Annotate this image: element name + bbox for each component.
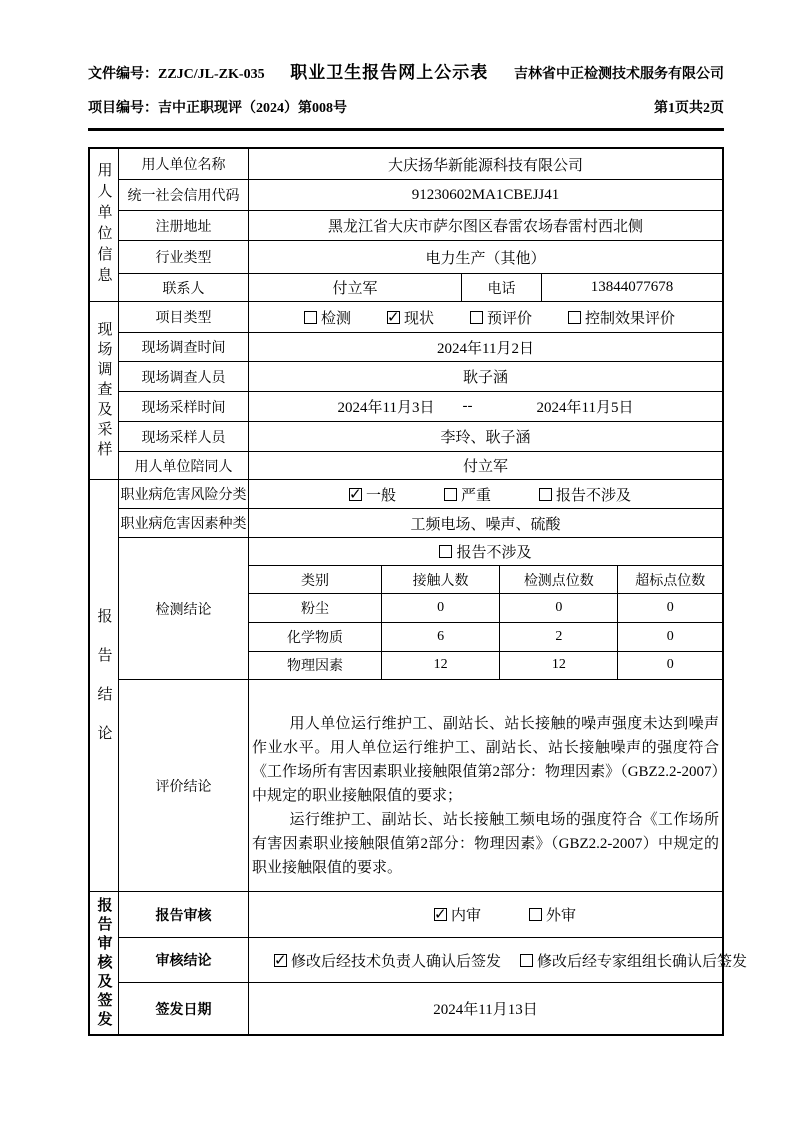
checkbox-icon bbox=[520, 954, 533, 967]
field-value: 李玲、耿子涵 bbox=[440, 430, 531, 446]
checkbox-option bbox=[520, 950, 747, 971]
checkbox-label: 现状 bbox=[404, 310, 435, 327]
section-review-issuance bbox=[90, 891, 748, 1034]
checkbox-label: 修改后经专家组组长确认后签发 bbox=[537, 953, 748, 970]
detection-table-header-row bbox=[249, 566, 722, 594]
checkbox-icon bbox=[304, 311, 317, 324]
detection-table bbox=[249, 566, 722, 679]
checkbox-label: 一般 bbox=[366, 487, 397, 504]
field-label: 检测结论 bbox=[119, 538, 249, 679]
field-label: 现场调查人员 bbox=[119, 362, 249, 391]
field-label: 联系人 bbox=[119, 274, 249, 301]
cell-exposed: 6 bbox=[381, 622, 499, 651]
checkbox-option bbox=[387, 307, 434, 328]
section-label-conclusion: 报告结论 bbox=[90, 480, 119, 891]
field-label: 用人单位陪同人 bbox=[119, 452, 249, 479]
date-range-separator: -- bbox=[462, 398, 473, 414]
cell-exposed: 0 bbox=[381, 594, 499, 623]
field-label: 职业病危害风险分类 bbox=[119, 480, 249, 508]
evaluation-text bbox=[249, 680, 722, 891]
row-employer-name bbox=[119, 149, 722, 179]
row-survey-staff bbox=[119, 361, 722, 391]
field-value: 91230602MA1CBEJJ41 bbox=[411, 186, 560, 203]
field-label: 报告审核 bbox=[119, 892, 249, 937]
cell-exceed: 0 bbox=[618, 622, 722, 651]
checkbox-label: 外审 bbox=[546, 908, 577, 924]
row-contact bbox=[119, 273, 722, 301]
sampling-end-date: 2024年11月5日 bbox=[536, 400, 634, 416]
checkbox-option bbox=[434, 904, 481, 925]
checkbox-option bbox=[470, 307, 532, 328]
page-indicator: 第1页共2页 bbox=[654, 101, 724, 116]
checkbox-icon bbox=[470, 311, 483, 324]
checkbox-option bbox=[274, 950, 501, 971]
section-employer-info bbox=[90, 149, 722, 301]
checkbox-label: 报告不涉及 bbox=[556, 487, 632, 504]
cell-points: 12 bbox=[500, 651, 618, 679]
field-label: 注册地址 bbox=[119, 211, 249, 240]
cell-category: 粉尘 bbox=[249, 594, 381, 623]
row-hazard-types bbox=[119, 508, 722, 537]
organization-name: 吉林省中正检测技术服务有限公司 bbox=[513, 67, 724, 82]
field-label: 用人单位名称 bbox=[119, 149, 249, 179]
row-detection-conclusion bbox=[119, 537, 722, 679]
checkbox-option bbox=[444, 484, 491, 505]
checkbox-icon bbox=[274, 954, 287, 967]
field-label: 审核结论 bbox=[119, 938, 249, 982]
row-sampling-staff bbox=[119, 421, 722, 451]
checkbox-label: 报告不涉及 bbox=[456, 545, 532, 561]
evaluation-paragraph: 用人单位运行维护工、副站长、站长接触的噪声强度未达到噪声作业水平。用人单位运行维护工、副站长、站长接触噪声的强度符合《工作场所有害因素职业接触限值第2部分：物理因素》（GBZ2.2-2007）中规定的职业接触限值的要求； bbox=[252, 716, 719, 804]
field-label: 行业类型 bbox=[119, 241, 249, 273]
checkbox-option bbox=[304, 307, 351, 328]
header-divider bbox=[88, 128, 724, 131]
checkbox-label: 内审 bbox=[451, 908, 482, 924]
table-row bbox=[249, 651, 722, 679]
section-report-conclusion bbox=[90, 479, 722, 891]
checkbox-icon bbox=[387, 311, 400, 324]
form-table bbox=[88, 147, 748, 1036]
checkbox-label: 检测 bbox=[321, 310, 352, 327]
checkbox-option bbox=[529, 904, 576, 925]
row-registered-address bbox=[119, 210, 722, 240]
section-survey-sampling bbox=[90, 301, 722, 479]
field-label: 现场采样时间 bbox=[119, 392, 249, 421]
document-header bbox=[88, 58, 724, 131]
field-label: 现场采样人员 bbox=[119, 422, 249, 451]
row-evaluation-conclusion bbox=[119, 679, 722, 891]
column-header: 接触人数 bbox=[381, 566, 499, 594]
checkbox-icon bbox=[539, 488, 552, 501]
checkbox-icon bbox=[444, 488, 457, 501]
checkbox-option bbox=[539, 484, 631, 505]
contact-name: 付立军 bbox=[249, 274, 462, 301]
checkbox-label: 预评价 bbox=[487, 310, 533, 327]
section-label-survey: 现场调查及采样 bbox=[90, 302, 119, 479]
column-header: 检测点位数 bbox=[500, 566, 618, 594]
row-credit-code bbox=[119, 179, 722, 210]
row-report-review bbox=[119, 892, 722, 937]
table-row bbox=[249, 594, 722, 623]
sampling-start-date: 2024年11月3日 bbox=[337, 400, 435, 416]
phone-number: 13844077678 bbox=[590, 279, 674, 295]
file-number: 文件编号：ZZJC/JL-ZK-035 bbox=[88, 67, 265, 82]
field-value: 大庆扬华新能源科技有限公司 bbox=[387, 157, 583, 174]
row-sampling-date bbox=[119, 391, 722, 421]
detection-not-involved bbox=[249, 538, 722, 566]
field-value: 电力生产（其他） bbox=[425, 250, 546, 267]
section-label-employer: 用人单位信息 bbox=[90, 149, 119, 301]
phone-label: 电话 bbox=[462, 274, 542, 301]
review-options bbox=[249, 892, 722, 937]
row-project-type bbox=[119, 302, 722, 332]
row-survey-date bbox=[119, 332, 722, 361]
field-value: 黑龙江省大庆市萨尔图区春雷农场春雷村西北侧 bbox=[327, 219, 643, 235]
cell-points: 2 bbox=[500, 622, 618, 651]
field-value: 付立军 bbox=[462, 459, 508, 475]
checkbox-option bbox=[568, 307, 675, 328]
row-risk-classification bbox=[119, 480, 722, 508]
column-header: 类别 bbox=[249, 566, 381, 594]
field-value: 耿子涵 bbox=[462, 370, 508, 386]
field-label: 签发日期 bbox=[119, 983, 249, 1034]
cell-exposed: 12 bbox=[381, 651, 499, 679]
checkbox-option bbox=[439, 541, 531, 562]
row-review-conclusion bbox=[119, 937, 748, 982]
checkbox-icon bbox=[439, 545, 452, 558]
cell-points: 0 bbox=[500, 594, 618, 623]
sampling-date-range bbox=[249, 392, 722, 421]
checkbox-icon bbox=[349, 488, 362, 501]
checkbox-label: 控制效果评价 bbox=[585, 310, 676, 327]
detection-content bbox=[249, 538, 722, 679]
cell-category: 化学物质 bbox=[249, 622, 381, 651]
cell-category: 物理因素 bbox=[249, 651, 381, 679]
field-value: 2024年11月13日 bbox=[433, 1002, 538, 1018]
column-header: 超标点位数 bbox=[618, 566, 722, 594]
project-number: 项目编号：吉中正职现评（2024）第008号 bbox=[88, 101, 347, 116]
row-issue-date bbox=[119, 982, 722, 1034]
risk-class-options bbox=[249, 480, 722, 508]
checkbox-icon bbox=[434, 908, 447, 921]
row-industry-type bbox=[119, 240, 722, 273]
field-value: 工频电场、噪声、硫酸 bbox=[410, 516, 561, 533]
section-label-approval: 报告审核及签发 bbox=[90, 892, 119, 1034]
cell-exceed: 0 bbox=[618, 651, 722, 679]
checkbox-label: 严重 bbox=[461, 487, 492, 504]
row-escort bbox=[119, 451, 722, 479]
table-row bbox=[249, 622, 722, 651]
page-title: 职业卫生报告网上公示表 bbox=[290, 63, 489, 82]
review-conclusion-options bbox=[249, 938, 748, 982]
field-label: 现场调查时间 bbox=[119, 333, 249, 361]
cell-exceed: 0 bbox=[618, 594, 722, 623]
checkbox-icon bbox=[568, 311, 581, 324]
field-label: 评价结论 bbox=[119, 680, 249, 891]
evaluation-paragraph: 运行维护工、副站长、站长接触工频电场的强度符合《工作场所有害因素职业接触限值第2部分：物理因素》（GBZ2.2-2007）中规定的职业接触限值的要求。 bbox=[252, 812, 719, 876]
checkbox-label: 修改后经技术负责人确认后签发 bbox=[291, 953, 502, 970]
project-type-options bbox=[249, 302, 722, 332]
field-label: 统一社会信用代码 bbox=[119, 180, 249, 210]
field-label: 项目类型 bbox=[119, 302, 249, 332]
field-value: 2024年11月2日 bbox=[437, 340, 534, 357]
checkbox-option bbox=[349, 484, 396, 505]
field-label: 职业病危害因素种类 bbox=[119, 509, 249, 537]
checkbox-icon bbox=[529, 908, 542, 921]
